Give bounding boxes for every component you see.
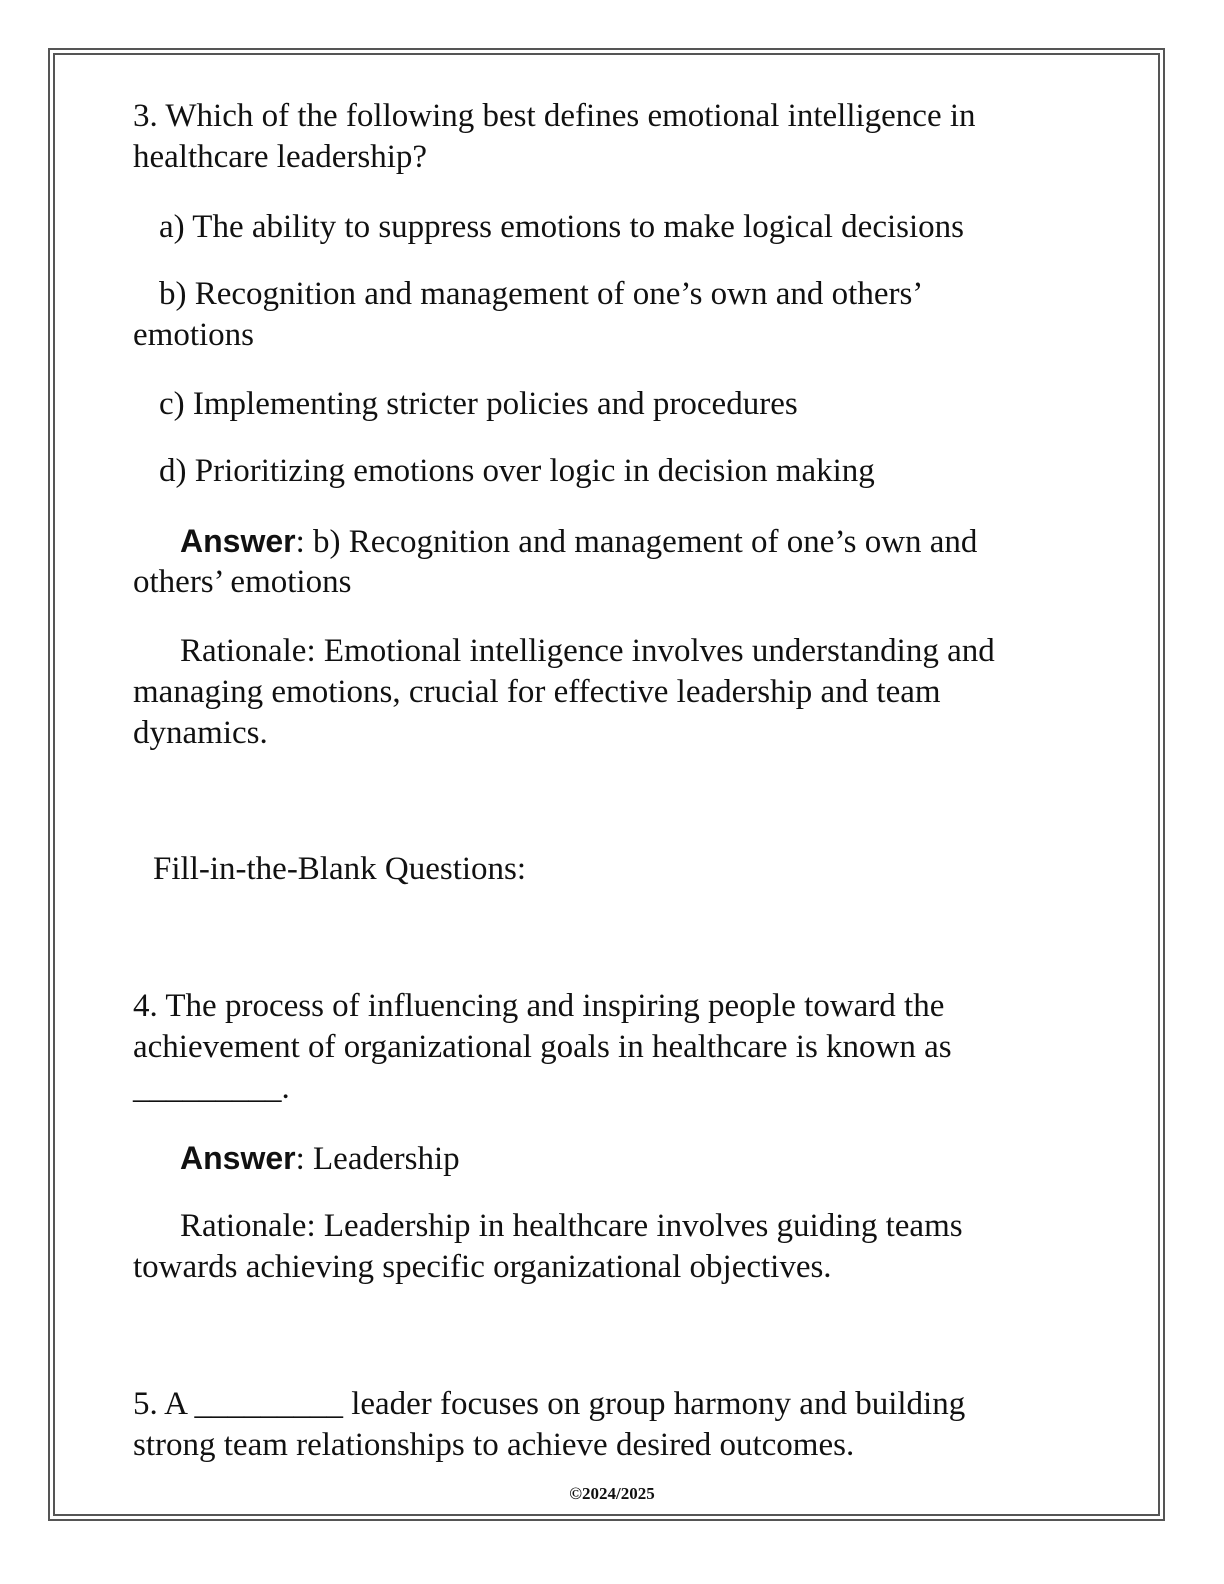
q4-rationale-line1: Rationale: Leadership in healthcare involves guiding teams (180, 1208, 963, 1244)
q3-question-line2: healthcare leadership? (133, 139, 428, 175)
q3-option-c: c) Implementing stricter policies and procedures (159, 386, 798, 422)
q3-answer-text: : b) Recognition and management of one’s own and (295, 524, 978, 560)
section-heading: Fill-in-the-Blank Questions: (153, 851, 527, 887)
q5-question-line1: 5. A _________ leader focuses on group harmony and building (133, 1386, 966, 1422)
q3-option-b-line2: emotions (133, 317, 254, 353)
q3-answer-line2: others’ emotions (133, 564, 352, 600)
q4-rationale-line2: towards achieving specific organizational objectives. (133, 1249, 832, 1285)
q4-answer-text: : Leadership (295, 1141, 460, 1177)
q3-rationale-line2: managing emotions, crucial for effective leadership and team (133, 674, 941, 710)
page-border-inner (53, 53, 1160, 1516)
q4-question-line2: achievement of organizational goals in healthcare is known as (133, 1029, 952, 1065)
q3-rationale-line3: dynamics. (133, 715, 268, 751)
q3-answer-label: Answer (180, 523, 296, 559)
q4-question-line3: _________. (133, 1070, 290, 1106)
q4-question-line1: 4. The process of influencing and inspiring people toward the (133, 988, 945, 1024)
q3-rationale-line1: Rationale: Emotional intelligence involves understanding and (180, 633, 995, 669)
q3-question-line1: 3. Which of the following best defines emotional intelligence in (133, 98, 976, 134)
q3-option-a: a) The ability to suppress emotions to make logical decisions (159, 209, 964, 245)
q3-answer-line1 (133, 521, 1115, 563)
q3-option-d: d) Prioritizing emotions over logic in decision making (159, 453, 875, 489)
q5-question-line2: strong team relationships to achieve desired outcomes. (133, 1427, 855, 1463)
q4-answer-label: Answer (180, 1140, 296, 1176)
q3-option-b-line1: b) Recognition and management of one’s own and others’ (159, 276, 924, 312)
copyright-footer: ©2024/2025 (569, 1484, 655, 1503)
q4-answer-line (133, 1138, 1115, 1180)
